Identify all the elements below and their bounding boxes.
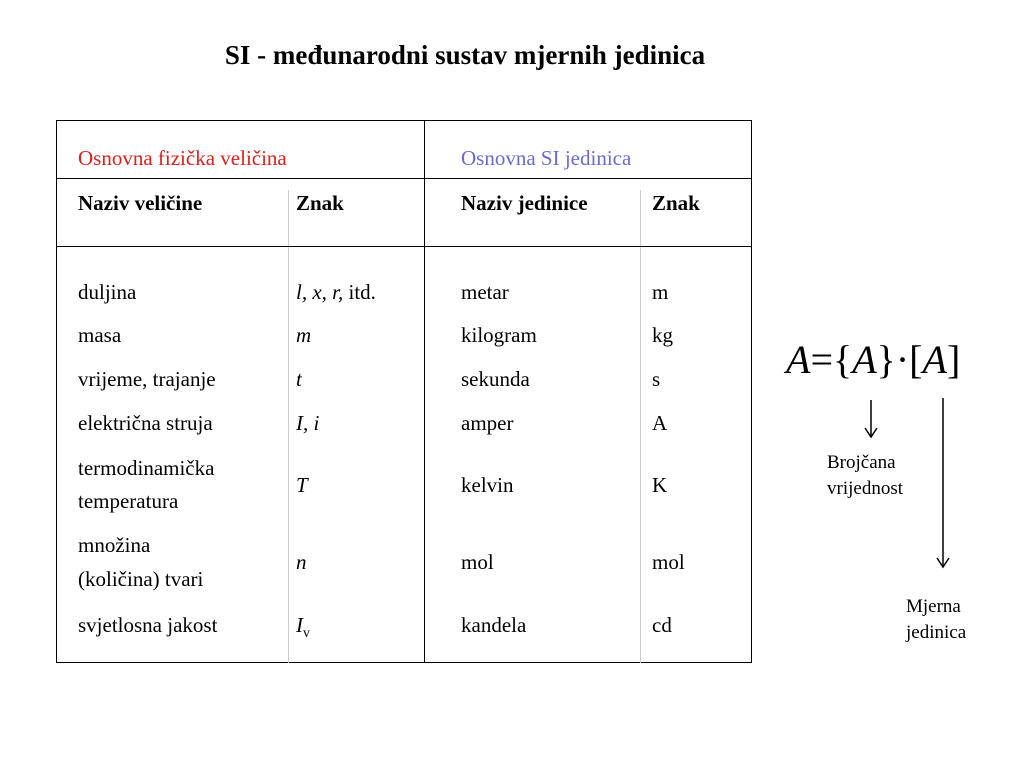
formula-unit: A bbox=[922, 337, 947, 382]
quantity-symbol: t bbox=[296, 367, 302, 391]
unit-name: kelvin bbox=[461, 473, 514, 497]
column-header-unit-symbol: Znak bbox=[652, 191, 700, 215]
column-header-unit-name: Naziv jedinice bbox=[461, 191, 588, 215]
numeric-value-note bbox=[827, 450, 903, 502]
unit-note-line1: Mjerna bbox=[906, 596, 961, 617]
unit-note bbox=[906, 594, 966, 646]
quantity-name-line2: (količina) tvari bbox=[78, 567, 204, 591]
unit-name: metar bbox=[461, 280, 509, 304]
arrow-down-icon bbox=[937, 398, 949, 567]
unit-symbol: cd bbox=[652, 613, 672, 637]
quantity-name: masa bbox=[78, 323, 122, 347]
formula-equals: = bbox=[810, 337, 833, 382]
quantity-name: vrijeme, trajanje bbox=[78, 367, 216, 391]
quantity-name: duljina bbox=[78, 280, 137, 304]
group-header-si-unit: Osnovna SI jedinica bbox=[461, 146, 632, 170]
group-header-quantity: Osnovna fizička veličina bbox=[78, 146, 287, 170]
unit-name: sekunda bbox=[461, 367, 530, 391]
unit-symbol: s bbox=[652, 367, 661, 391]
formula-quantity: A bbox=[786, 337, 811, 382]
quantity-symbol-subscript: v bbox=[303, 626, 310, 642]
numeric-value-note-line1: Brojčana bbox=[827, 452, 896, 473]
quantity-name: električna struja bbox=[78, 411, 213, 435]
formula-right-bracket: ] bbox=[946, 337, 961, 382]
formula-numeric-value: A bbox=[852, 337, 877, 382]
page-title: SI - međunarodni sustav mjernih jedinica bbox=[224, 40, 706, 70]
quantity-name-line1: termodinamička bbox=[78, 456, 215, 480]
column-header-quantity-symbol: Znak bbox=[296, 191, 344, 215]
formula-left-brace: { bbox=[833, 337, 853, 382]
unit-name: mol bbox=[461, 550, 494, 574]
quantity-symbol-italic: l, x, r, bbox=[296, 280, 344, 304]
unit-symbol: mol bbox=[652, 550, 685, 574]
quantity-name-line1: množina bbox=[78, 533, 151, 557]
unit-symbol: A bbox=[652, 411, 668, 435]
quantity-symbol: n bbox=[296, 550, 307, 574]
unit-name: amper bbox=[461, 411, 514, 435]
quantity-name-line2: temperatura bbox=[78, 489, 179, 513]
unit-note-line2: jedinica bbox=[906, 622, 967, 643]
quantity-name: svjetlosna jakost bbox=[78, 613, 218, 637]
quantity-symbol: T bbox=[296, 473, 308, 497]
unit-name: kandela bbox=[461, 613, 527, 637]
unit-symbol: K bbox=[652, 473, 668, 497]
formula-dot: · bbox=[895, 337, 910, 382]
formula-right-brace: } bbox=[876, 337, 896, 382]
quantity-symbol: I, i bbox=[296, 411, 320, 435]
quantity-symbol: m bbox=[296, 323, 312, 347]
unit-name: kilogram bbox=[461, 323, 537, 347]
arrow-down-icon bbox=[865, 400, 877, 437]
unit-symbol: m bbox=[652, 280, 669, 304]
quantity-symbol-plain: itd. bbox=[343, 280, 376, 304]
unit-symbol: kg bbox=[652, 323, 673, 347]
column-header-quantity-name: Naziv veličine bbox=[78, 191, 203, 215]
formula-left-bracket: [ bbox=[909, 337, 923, 382]
numeric-value-note-line2: vrijednost bbox=[827, 478, 903, 499]
quantity-symbol-italic: I bbox=[296, 613, 303, 637]
